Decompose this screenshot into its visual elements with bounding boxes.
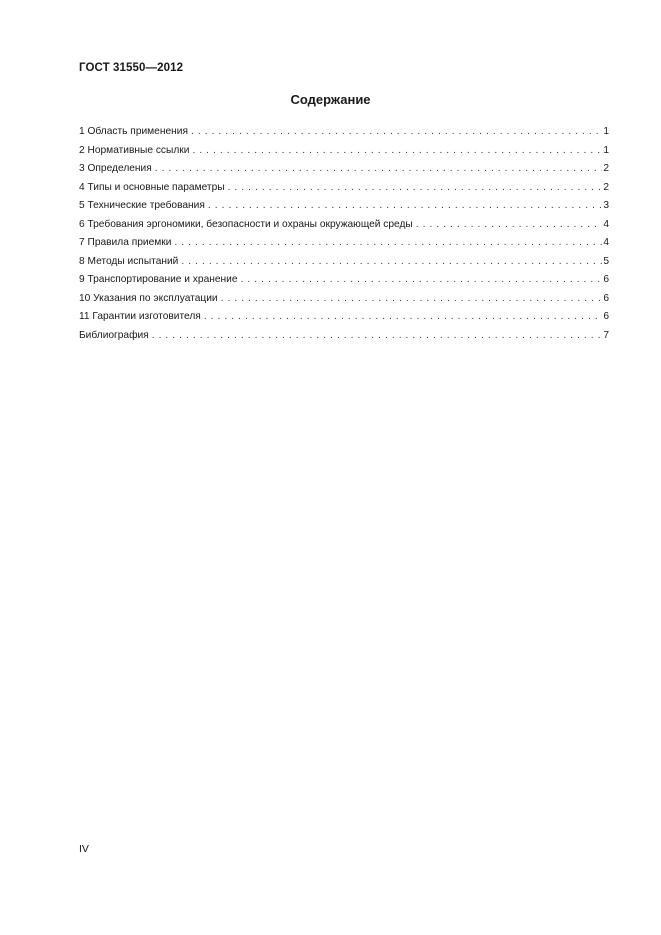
toc-entry-label: 5 Технические требования <box>79 200 205 211</box>
toc-entry-label: 3 Определения <box>79 163 152 174</box>
toc-entry-page: 2 <box>603 163 609 174</box>
toc-entry-page: 3 <box>603 200 609 211</box>
toc-entry-page: 4 <box>603 237 609 248</box>
dot-leader <box>174 234 602 253</box>
dot-leader <box>204 308 603 327</box>
toc-entry-label: 6 Требования эргономики, безопасности и охраны окружающей среды <box>79 218 413 230</box>
toc-entry-page: 7 <box>603 329 609 341</box>
toc-entry[interactable] <box>79 216 609 235</box>
toc-entry-page: 1 <box>603 126 609 137</box>
toc-entry-page: 1 <box>603 144 609 156</box>
toc-entry[interactable] <box>79 327 609 346</box>
toc-entry-label: 8 Методы испытаний <box>79 255 179 267</box>
toc-entry-page: 5 <box>603 255 609 267</box>
dot-leader <box>228 179 603 198</box>
dot-leader <box>155 160 603 179</box>
toc-entry-page: 4 <box>603 218 609 230</box>
toc-entry[interactable] <box>79 197 609 216</box>
dot-leader <box>191 123 602 142</box>
toc-entry-label: 10 Указания по эксплуатации <box>79 292 218 304</box>
table-of-contents <box>79 123 609 345</box>
dot-leader <box>241 271 603 290</box>
toc-entry[interactable] <box>79 234 609 253</box>
toc-entry-page: 2 <box>603 181 609 193</box>
toc-entry[interactable] <box>79 179 609 198</box>
contents-title: Содержание <box>290 92 371 107</box>
dot-leader <box>416 216 603 235</box>
document-code: ГОСТ 31550—2012 <box>79 62 184 74</box>
dot-leader <box>192 142 602 161</box>
page-number: IV <box>79 843 89 855</box>
dot-leader <box>221 290 603 309</box>
toc-entry-page: 6 <box>603 311 609 322</box>
toc-entry-label: 9 Транспортирование и хранение <box>79 274 238 285</box>
dot-leader <box>152 327 603 346</box>
toc-entry-label: Библиография <box>79 329 149 341</box>
toc-entry[interactable] <box>79 160 609 179</box>
toc-entry[interactable] <box>79 290 609 309</box>
toc-entry-page: 6 <box>603 292 609 304</box>
dot-leader <box>208 197 602 216</box>
toc-entry-label: 7 Правила приемки <box>79 237 172 248</box>
toc-entry[interactable] <box>79 253 609 272</box>
toc-entry-label: 1 Область применения <box>79 126 188 137</box>
toc-entry[interactable] <box>79 271 609 290</box>
toc-entry[interactable] <box>79 308 609 327</box>
toc-entry-label: 2 Нормативные ссылки <box>79 144 190 156</box>
toc-entry[interactable] <box>79 142 609 161</box>
toc-entry-page: 6 <box>603 274 609 285</box>
dot-leader <box>181 253 602 272</box>
toc-entry-label: 11 Гарантии изготовителя <box>79 311 201 322</box>
toc-entry-label: 4 Типы и основные параметры <box>79 181 225 193</box>
toc-entry[interactable] <box>79 123 609 142</box>
